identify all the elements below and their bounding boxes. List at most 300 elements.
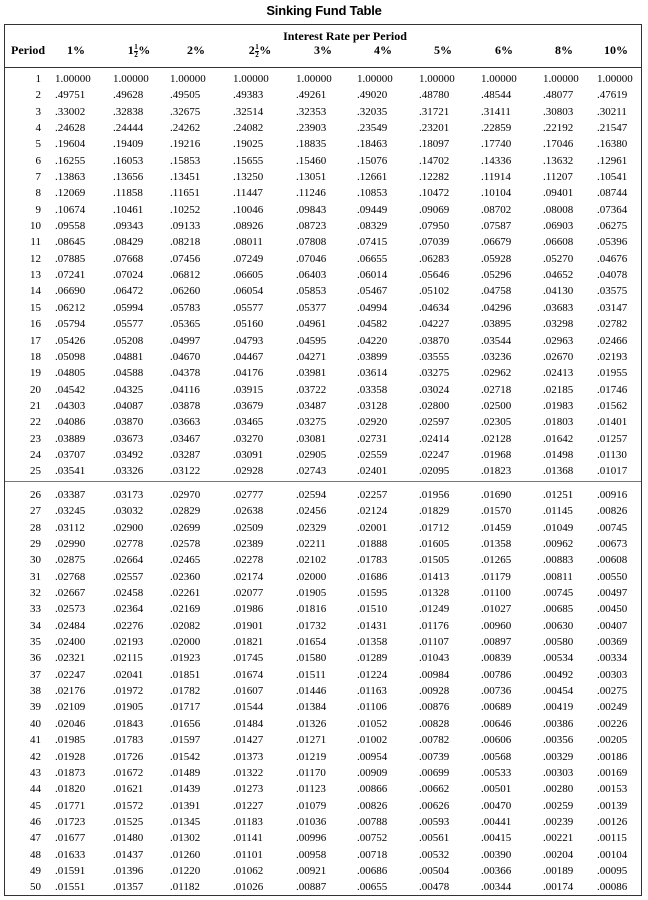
- factor-cell: .01923: [170, 652, 201, 665]
- factor-cell: .32353: [296, 105, 327, 118]
- factor-cell: .00139: [597, 799, 628, 812]
- factor-cell: .01345: [170, 815, 201, 828]
- factor-cell: .01726: [113, 750, 144, 763]
- factor-cell: .00954: [357, 750, 388, 763]
- factor-cell: .00655: [357, 881, 388, 894]
- factor-cell: .00275: [597, 685, 628, 698]
- factor-cell: 1.00000: [296, 73, 332, 85]
- period-cell: 44: [30, 783, 41, 796]
- factor-cell: .32838: [113, 105, 144, 118]
- period-cell: 33: [30, 603, 41, 616]
- table-row: [5, 667, 641, 683]
- factor-cell: .01591: [55, 864, 86, 877]
- factor-cell: .02257: [357, 489, 388, 501]
- factor-cell: .02699: [170, 521, 201, 534]
- factor-cell: .01182: [170, 881, 200, 894]
- factor-cell: .01357: [113, 881, 144, 894]
- factor-cell: .01570: [481, 505, 512, 518]
- factor-cell: .00226: [597, 717, 628, 730]
- factor-cell: .11914: [481, 171, 511, 184]
- factor-cell: .00839: [481, 652, 512, 665]
- factor-cell: .00497: [597, 587, 628, 600]
- factor-cell: .03465: [233, 416, 264, 429]
- factor-cell: .02169: [170, 603, 201, 616]
- factor-cell: .00239: [543, 815, 574, 828]
- factor-cell: .01607: [233, 685, 264, 698]
- factor-cell: .00928: [419, 685, 450, 698]
- factor-cell: .49383: [233, 89, 264, 102]
- factor-cell: .02128: [481, 432, 512, 445]
- factor-cell: .01130: [597, 448, 627, 461]
- factor-cell: .02247: [419, 448, 450, 461]
- factor-cell: .08329: [357, 220, 388, 233]
- factor-cell: .08744: [597, 187, 628, 200]
- factor-cell: .03091: [233, 448, 264, 461]
- table-body-periods-26-50: [5, 487, 641, 896]
- factor-cell: .02963: [543, 334, 574, 347]
- factor-cell: 1.00000: [233, 73, 269, 85]
- factor-cell: .32675: [170, 105, 201, 118]
- table-row: [5, 87, 641, 103]
- column-header-rate: 6%: [495, 43, 513, 57]
- factor-cell: .02000: [296, 570, 327, 583]
- factor-cell: .00626: [419, 799, 450, 812]
- factor-cell: .10853: [357, 187, 388, 200]
- factor-cell: .49505: [170, 89, 201, 102]
- factor-cell: .00532: [419, 848, 450, 861]
- factor-cell: .00366: [481, 864, 512, 877]
- period-cell: 14: [30, 285, 41, 298]
- table-row: [5, 552, 641, 568]
- factor-cell: .18463: [357, 138, 388, 151]
- column-header-rate: 2%: [187, 43, 205, 57]
- table-row: [5, 749, 641, 765]
- factor-cell: .03275: [419, 367, 450, 380]
- table-row: [5, 798, 641, 814]
- factor-cell: .01746: [597, 383, 628, 396]
- period-cell: 20: [30, 383, 41, 396]
- column-header-rate: 5%: [434, 43, 452, 57]
- factor-cell: .02990: [55, 538, 86, 551]
- factor-cell: .09133: [170, 220, 201, 233]
- rate-whole: 2: [248, 43, 255, 57]
- table-row: [5, 716, 641, 732]
- factor-cell: .48780: [419, 89, 450, 102]
- factor-cell: .19409: [113, 138, 144, 151]
- factor-cell: .11207: [543, 171, 573, 184]
- factor-cell: .01580: [296, 652, 327, 665]
- factor-cell: .01605: [419, 538, 450, 551]
- factor-cell: .01431: [357, 619, 388, 632]
- factor-cell: .08645: [55, 236, 86, 249]
- factor-cell: .01459: [481, 521, 512, 534]
- factor-cell: .10541: [597, 171, 628, 184]
- factor-cell: .02900: [113, 521, 144, 534]
- factor-cell: .03870: [419, 334, 450, 347]
- factor-cell: .05783: [170, 301, 201, 314]
- factor-cell: .00390: [481, 848, 512, 861]
- fraction-denominator: 2: [255, 50, 259, 59]
- factor-cell: .01427: [233, 734, 264, 747]
- factor-cell: .02414: [419, 432, 450, 445]
- factor-cell: 1.00000: [170, 73, 206, 85]
- table-row: [5, 634, 641, 650]
- factor-cell: .02041: [113, 668, 144, 681]
- factor-cell: .03245: [55, 505, 86, 518]
- factor-cell: .10046: [233, 203, 264, 216]
- factor-cell: .00866: [357, 783, 388, 796]
- table-row: [5, 71, 641, 87]
- factor-cell: .03492: [113, 448, 144, 461]
- factor-cell: .04176: [233, 367, 264, 380]
- factor-cell: .00608: [597, 554, 628, 567]
- factor-cell: .01572: [113, 799, 144, 812]
- factor-cell: .02185: [543, 383, 574, 396]
- period-cell: 15: [30, 301, 41, 314]
- factor-cell: .01674: [233, 668, 264, 681]
- table-row: [5, 169, 641, 185]
- factor-cell: .04961: [296, 318, 327, 331]
- factor-cell: .00699: [419, 766, 450, 779]
- period-cell: 5: [35, 138, 41, 151]
- table-row: [5, 447, 641, 463]
- factor-cell: .01273: [233, 783, 264, 796]
- factor-cell: .02456: [296, 505, 327, 518]
- period-cell: 48: [30, 848, 41, 861]
- factor-cell: .00984: [419, 668, 450, 681]
- factor-cell: .06212: [55, 301, 86, 314]
- factor-cell: .06275: [597, 220, 628, 233]
- table-row: [5, 601, 641, 617]
- factor-cell: .01219: [296, 750, 327, 763]
- factor-cell: .10674: [55, 203, 86, 216]
- factor-cell: .02829: [170, 505, 201, 518]
- factor-cell: .01816: [296, 603, 327, 616]
- period-cell: 9: [35, 203, 41, 216]
- factor-cell: .02109: [55, 701, 86, 714]
- table-row: [5, 185, 641, 201]
- factor-cell: .03081: [296, 432, 327, 445]
- factor-cell: .03679: [233, 399, 264, 412]
- factor-cell: .01968: [481, 448, 512, 461]
- factor-cell: .01525: [113, 815, 144, 828]
- factor-cell: .16255: [55, 154, 86, 167]
- factor-cell: .00104: [597, 848, 628, 861]
- factor-cell: .05396: [597, 236, 628, 249]
- factor-cell: .07808: [296, 236, 327, 249]
- factor-cell: .02000: [170, 636, 201, 649]
- factor-cell: .03555: [419, 350, 450, 363]
- factor-cell: .03722: [296, 383, 327, 396]
- factor-cell: .01690: [481, 489, 512, 501]
- factor-cell: .03899: [357, 350, 388, 363]
- period-cell: 4: [35, 122, 41, 135]
- factor-cell: .00826: [357, 799, 388, 812]
- factor-cell: .06605: [233, 269, 264, 282]
- period-cell: 39: [30, 701, 41, 714]
- factor-cell: .01176: [419, 619, 449, 632]
- factor-cell: .11246: [296, 187, 326, 200]
- factor-cell: .03673: [113, 432, 144, 445]
- factor-cell: .00407: [597, 619, 628, 632]
- period-cell: 42: [30, 750, 41, 763]
- factor-cell: .01672: [113, 766, 144, 779]
- factor-cell: .01446: [296, 685, 327, 698]
- factor-cell: .05208: [113, 334, 144, 347]
- factor-cell: .03024: [419, 383, 450, 396]
- factor-cell: .04271: [296, 350, 327, 363]
- factor-cell: .11651: [170, 187, 200, 200]
- factor-cell: .01101: [233, 848, 263, 861]
- factor-cell: .07415: [357, 236, 388, 249]
- table-row: [5, 585, 641, 601]
- factor-cell: .00811: [543, 570, 573, 583]
- factor-cell: .03270: [233, 432, 264, 445]
- factor-cell: .24262: [170, 122, 201, 135]
- factor-cell: .00580: [543, 636, 574, 649]
- factor-cell: .02046: [55, 717, 86, 730]
- factor-cell: .11858: [113, 187, 143, 200]
- factor-cell: .03236: [481, 350, 512, 363]
- factor-cell: .13051: [296, 171, 327, 184]
- period-cell: 22: [30, 416, 41, 429]
- factor-cell: .01373: [233, 750, 264, 763]
- factor-cell: .00962: [543, 538, 574, 551]
- factor-cell: .03707: [55, 448, 86, 461]
- factor-cell: .01972: [113, 685, 144, 698]
- factor-cell: .01656: [170, 717, 201, 730]
- factor-cell: .01803: [543, 416, 574, 429]
- factor-cell: .30803: [543, 105, 574, 118]
- factor-cell: .01017: [597, 465, 628, 478]
- column-header-rate: 10%: [604, 43, 628, 57]
- factor-cell: .02667: [55, 587, 86, 600]
- factor-cell: 1.00000: [55, 73, 91, 85]
- factor-cell: .01391: [170, 799, 201, 812]
- factor-cell: .03467: [170, 432, 201, 445]
- factor-cell: .00606: [481, 734, 512, 747]
- factor-cell: .04542: [55, 383, 86, 396]
- period-cell: 23: [30, 432, 41, 445]
- factor-cell: .01843: [113, 717, 144, 730]
- factor-cell: .02718: [481, 383, 512, 396]
- factor-cell: .04378: [170, 367, 201, 380]
- factor-cell: .07024: [113, 269, 144, 282]
- factor-cell: .06655: [357, 252, 388, 265]
- table-row: [5, 732, 641, 748]
- table-row: [5, 847, 641, 863]
- factor-cell: .01026: [233, 881, 264, 894]
- sinking-fund-table: [4, 24, 642, 896]
- factor-cell: .01956: [419, 489, 450, 501]
- factor-cell: .00883: [543, 554, 574, 567]
- period-cell: 24: [30, 448, 41, 461]
- factor-cell: .01170: [296, 766, 326, 779]
- factor-cell: .03544: [481, 334, 512, 347]
- factor-cell: .05365: [170, 318, 201, 331]
- table-title: Sinking Fund Table: [266, 3, 382, 18]
- factor-cell: .00174: [543, 881, 574, 894]
- table-row: [5, 267, 641, 283]
- factor-cell: .04652: [543, 269, 574, 282]
- factor-cell: .15655: [233, 154, 264, 167]
- factor-cell: .04325: [113, 383, 144, 396]
- factor-cell: .07241: [55, 269, 86, 282]
- factor-cell: .07668: [113, 252, 144, 265]
- factor-cell: .02261: [170, 587, 201, 600]
- factor-cell: .00329: [543, 750, 574, 763]
- rate-percent-sign: %: [138, 43, 151, 57]
- factor-cell: .00419: [543, 701, 574, 714]
- factor-cell: .49628: [113, 89, 144, 102]
- factor-cell: .09449: [357, 203, 388, 216]
- factor-cell: .00685: [543, 603, 574, 616]
- period-cell: 18: [30, 350, 41, 363]
- factor-cell: .02082: [170, 619, 201, 632]
- factor-cell: .47619: [597, 89, 628, 102]
- table-row: [5, 520, 641, 536]
- factor-cell: .01368: [543, 465, 574, 478]
- factor-cell: .16380: [597, 138, 628, 151]
- factor-cell: .09558: [55, 220, 86, 233]
- factor-cell: .06690: [55, 285, 86, 298]
- factor-cell: .23903: [296, 122, 327, 135]
- factor-cell: .04997: [170, 334, 201, 347]
- factor-cell: .02077: [233, 587, 264, 600]
- factor-cell: .02597: [419, 416, 450, 429]
- factor-cell: .01002: [357, 734, 388, 747]
- fraction-numerator: 1: [255, 42, 259, 51]
- period-cell: 35: [30, 636, 41, 649]
- factor-cell: .02778: [113, 538, 144, 551]
- factor-cell: .03878: [170, 399, 201, 412]
- factor-cell: .00415: [481, 832, 512, 845]
- factor-cell: .00909: [357, 766, 388, 779]
- factor-cell: .00673: [597, 538, 628, 551]
- factor-cell: .01271: [296, 734, 327, 747]
- factor-cell: .00996: [296, 832, 327, 845]
- factor-cell: .02278: [233, 554, 264, 567]
- factor-cell: .02664: [113, 554, 144, 567]
- table-row: [5, 153, 641, 169]
- factor-cell: .01322: [233, 766, 264, 779]
- table-row: [5, 104, 641, 120]
- factor-cell: .03173: [113, 489, 144, 501]
- table-row: [5, 463, 641, 479]
- factor-cell: .01642: [543, 432, 574, 445]
- factor-cell: .04758: [481, 285, 512, 298]
- factor-cell: .00189: [543, 864, 574, 877]
- factor-cell: .01955: [597, 367, 628, 380]
- factor-cell: .05646: [419, 269, 450, 282]
- factor-cell: .01107: [419, 636, 449, 649]
- column-header-period: Period: [11, 43, 45, 57]
- factor-cell: .00782: [419, 734, 450, 747]
- factor-cell: .02095: [419, 465, 450, 478]
- factor-cell: .00752: [357, 832, 388, 845]
- factor-cell: .01544: [233, 701, 264, 714]
- table-row: [5, 218, 641, 234]
- factor-cell: .09069: [419, 203, 450, 216]
- factor-cell: .01677: [55, 832, 86, 845]
- factor-cell: .01505: [419, 554, 450, 567]
- table-row: [5, 136, 641, 152]
- factor-cell: .05577: [233, 301, 264, 314]
- factor-cell: .01251: [543, 489, 574, 501]
- section-divider: [5, 481, 641, 486]
- factor-cell: .13863: [55, 171, 86, 184]
- factor-cell: .07456: [170, 252, 201, 265]
- factor-cell: 1.00000: [597, 73, 633, 85]
- factor-cell: .01595: [357, 587, 388, 600]
- factor-cell: .01328: [419, 587, 450, 600]
- factor-cell: .03275: [296, 416, 327, 429]
- factor-cell: .04078: [597, 269, 628, 282]
- factor-cell: .00126: [597, 815, 628, 828]
- factor-cell: .01905: [113, 701, 144, 714]
- period-cell: 41: [30, 734, 41, 747]
- factor-cell: .00386: [543, 717, 574, 730]
- table-row: [5, 234, 641, 250]
- rate-whole: 1: [127, 43, 134, 57]
- factor-cell: .12069: [55, 187, 86, 200]
- factor-cell: .01183: [233, 815, 263, 828]
- factor-cell: .18835: [296, 138, 327, 151]
- factor-cell: .02305: [481, 416, 512, 429]
- factor-cell: .16053: [113, 154, 144, 167]
- period-cell: 3: [35, 105, 41, 118]
- factor-cell: .00958: [296, 848, 327, 861]
- factor-cell: .00897: [481, 636, 512, 649]
- period-cell: 16: [30, 318, 41, 331]
- factor-cell: .48077: [543, 89, 574, 102]
- factor-cell: .04467: [233, 350, 264, 363]
- factor-cell: .00876: [419, 701, 450, 714]
- table-row: [5, 414, 641, 430]
- factor-cell: .03128: [357, 399, 388, 412]
- factor-cell: .01823: [481, 465, 512, 478]
- column-header-rate: [115, 43, 163, 59]
- factor-cell: .01782: [170, 685, 201, 698]
- factor-cell: .01027: [481, 603, 512, 616]
- factor-cell: .00450: [597, 603, 628, 616]
- rate-percent-sign: %: [259, 43, 272, 57]
- factor-cell: .03358: [357, 383, 388, 396]
- factor-cell: 1.00000: [481, 73, 517, 85]
- factor-cell: .03895: [481, 318, 512, 331]
- factor-cell: .01163: [357, 685, 387, 698]
- factor-cell: .05377: [296, 301, 327, 314]
- period-cell: 21: [30, 399, 41, 412]
- factor-cell: .00533: [481, 766, 512, 779]
- table-row: [5, 349, 641, 365]
- factor-cell: .04130: [543, 285, 574, 298]
- table-row: [5, 814, 641, 830]
- factor-cell: .02638: [233, 505, 264, 518]
- factor-cell: .02578: [170, 538, 201, 551]
- factor-cell: .17046: [543, 138, 574, 151]
- factor-cell: .06283: [419, 252, 450, 265]
- factor-cell: .19216: [170, 138, 201, 151]
- factor-cell: .02509: [233, 521, 264, 534]
- factor-cell: .00478: [419, 881, 450, 894]
- factor-cell: .23549: [357, 122, 388, 135]
- column-header-rate: 4%: [374, 43, 392, 57]
- factor-cell: .01621: [113, 783, 144, 796]
- factor-cell: .01511: [296, 668, 326, 681]
- table-row: [5, 333, 641, 349]
- factor-cell: .04634: [419, 301, 450, 314]
